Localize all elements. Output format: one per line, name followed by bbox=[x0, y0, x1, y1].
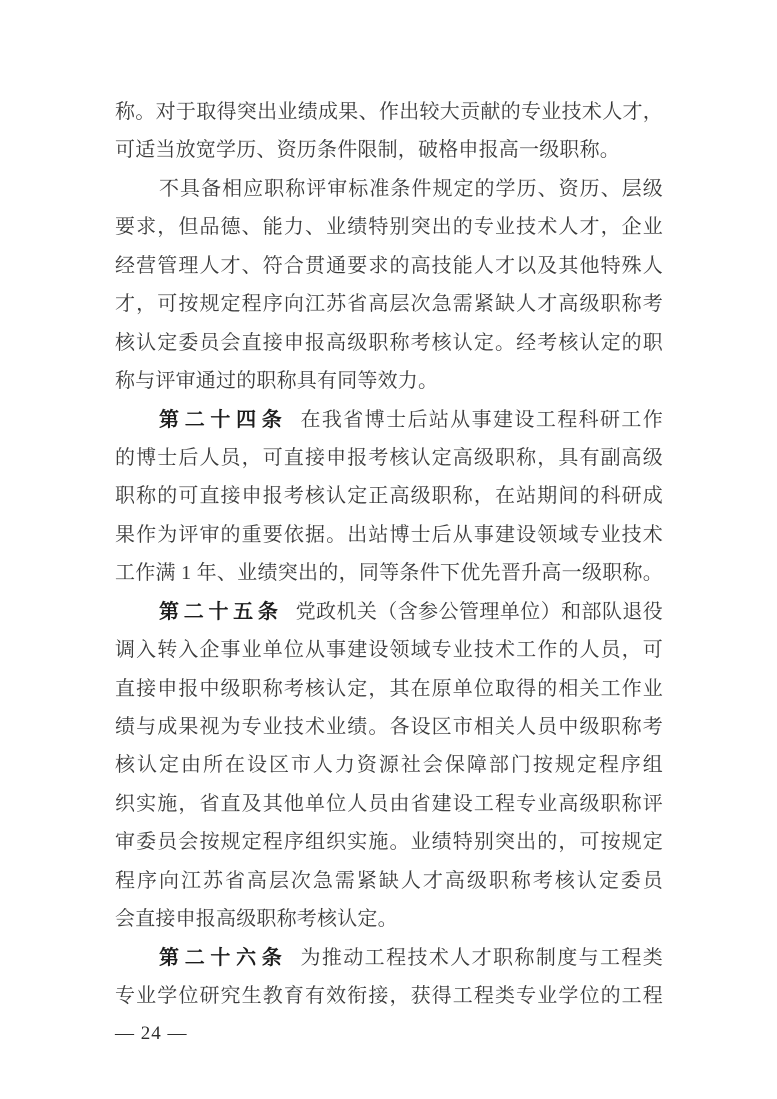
text-line: 称与评审通过的职称具有同等效力。 bbox=[115, 370, 439, 393]
article-number: 第二十四条 bbox=[159, 408, 288, 431]
text-line: 绩与成果视为专业技术业绩。各设区市相关人员中级职称考 bbox=[115, 716, 663, 738]
text-line: 才，可按规定程序向江苏省高层次急需紧缺人才高级职称考 bbox=[115, 293, 663, 316]
text-line: 调入转入企事业单位从事建设领域专业技术工作的人员，可 bbox=[115, 639, 663, 662]
article-number: 第二十六条 bbox=[159, 946, 288, 969]
document-body bbox=[115, 93, 663, 1016]
text-line: 不具备相应职称评审标准条件规定的学历、资历、层级 bbox=[159, 177, 663, 200]
text-line: 可适当放宽学历、资历条件限制，破格申报高一级职称。 bbox=[115, 139, 620, 162]
text-line: 要求，但品德、能力、业绩特别突出的专业技术人才，企业 bbox=[115, 216, 663, 239]
text-line: 审委员会按规定程序组织实施。业绩特别突出的，可按规定 bbox=[115, 831, 663, 854]
text-line: 核认定委员会直接申报高级职称考核认定。经考核认定的职 bbox=[115, 331, 663, 354]
text-line: 果作为评审的重要依据。出站博士后从事建设领域专业技术 bbox=[115, 523, 663, 546]
text-line: 经营管理人才、符合贯通要求的高技能人才以及其他特殊人 bbox=[115, 254, 663, 277]
text-line: 工作满 1 年、业绩突出的，同等条件下优先晋升高一级职称。 bbox=[115, 562, 663, 585]
page-number: — 24 — bbox=[115, 1023, 188, 1044]
text-line: 的博士后人员，可直接申报考核认定高级职称，具有副高级 bbox=[115, 446, 663, 469]
article-heading-line: 第二十六条 为推动工程技术人才职称制度与工程类 bbox=[159, 946, 664, 969]
text-line: 核认定由所在设区市人力资源社会保障部门按规定程序组 bbox=[115, 754, 663, 777]
text-line: 专业学位研究生教育有效衔接，获得工程类专业学位的工程 bbox=[115, 985, 663, 1008]
page-number-footer bbox=[115, 1019, 188, 1049]
text-line: 会直接申报高级职称考核认定。 bbox=[115, 908, 398, 931]
text-line: 称。对于取得突出业绩成果、作出较大贡献的专业技术人才， bbox=[115, 101, 663, 123]
article-heading-line: 第二十五条 党政机关（含参公管理单位）和部队退役 bbox=[159, 600, 664, 623]
article-heading-line: 第二十四条 在我省博士后站从事建设工程科研工作 bbox=[159, 408, 664, 431]
text-line: 织实施，省直及其他单位人员由省建设工程专业高级职称评 bbox=[115, 792, 663, 815]
article-number: 第二十五条 bbox=[159, 600, 283, 623]
text-line: 直接申报中级职称考核认定，其在原单位取得的相关工作业 bbox=[115, 677, 663, 700]
text-line: 职称的可直接申报考核认定正高级职称，在站期间的科研成 bbox=[115, 485, 663, 508]
text-line: 程序向江苏省高层次急需紧缺人才高级职称考核认定委员 bbox=[115, 869, 663, 892]
